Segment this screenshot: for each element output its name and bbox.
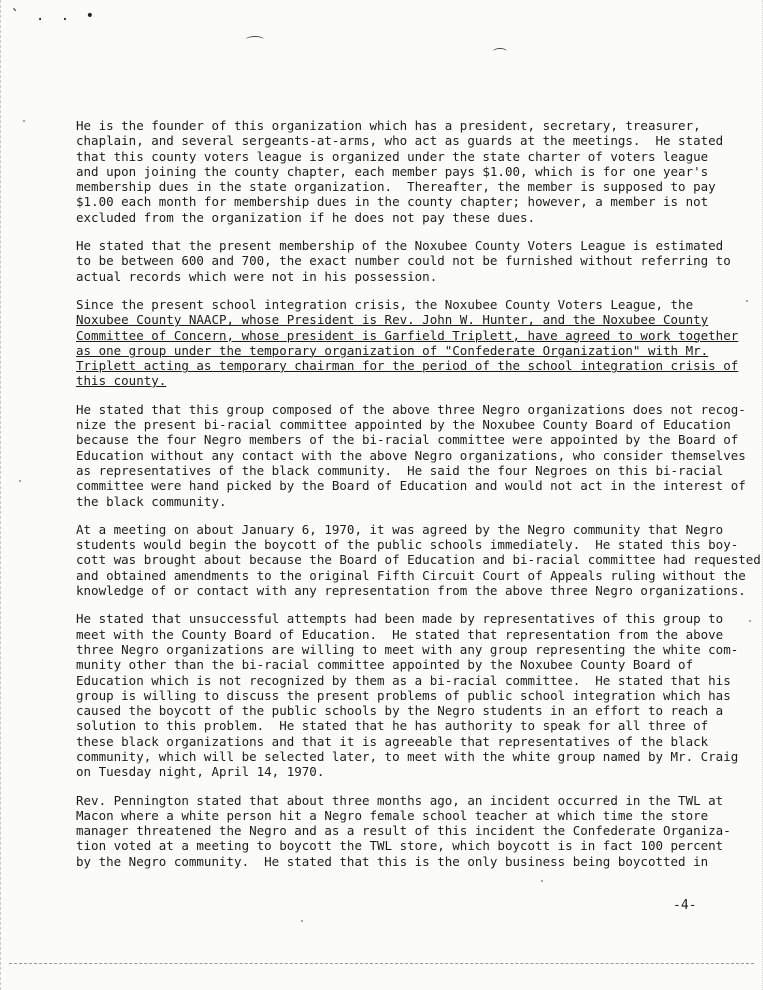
scan-speck [541, 880, 543, 882]
text-line: He stated that the present membership of the Noxubee County Voters League is estimated [76, 238, 724, 254]
text-line: Macon where a white person hit a Negro female school teacher at which time the store [76, 807, 709, 823]
pen-mark [246, 36, 264, 43]
bottom-rule [9, 963, 754, 964]
text-line: the black community. [76, 493, 227, 509]
scan-speck [746, 300, 748, 302]
paragraph-underlined [76, 296, 739, 389]
scan-speck [19, 480, 21, 482]
text-line: as one group under the temporary organization of "Confederate Organization" with Mr. [76, 342, 709, 358]
text-line: He stated that unsuccessful attempts had been made by representatives of this group to [76, 611, 724, 627]
text-line: He stated that this group composed of the above three Negro organizations does not recog- [76, 401, 746, 417]
paragraph [76, 401, 746, 509]
text-line: At a meeting on about January 6, 1970, it was agreed by the Negro community that Negro [76, 521, 724, 537]
text-line: manager threatened the Negro and as a result of this incident the Confederate Organiza- [76, 823, 731, 839]
text-line: excluded from the organization if he does not pay these dues. [76, 209, 536, 225]
paragraph [76, 521, 761, 599]
text-line: on Tuesday night, April 14, 1970. [76, 764, 325, 780]
paragraph [76, 238, 736, 284]
text-line: knowledge of or contact with any representation from the above three Negro organizations. [76, 583, 746, 599]
paragraph [76, 118, 736, 225]
text-line: to be between 600 and 700, the exact number could not be furnished without referring to [76, 253, 731, 269]
pen-mark [493, 48, 507, 55]
scan-specks: ` . . • [11, 8, 99, 24]
document-body [76, 118, 761, 882]
text-line: Education without any contact with the above Negro organizations, who consider themselves [76, 447, 746, 463]
text-line: by the Negro community. He stated that this is the only business being boycotted in [76, 853, 709, 869]
text-line: three Negro organizations are willing to meet with any group representing the white com- [76, 641, 739, 657]
text-line: Education which is not recognized by them as a bi-racial committee. He stated that his [76, 672, 731, 688]
paragraph [76, 793, 736, 869]
text-line: students would begin the boycott of the public schools immediately. He stated this boy- [76, 537, 739, 553]
text-line: Committee of Concern, whose president is Garfield Triplett, have agreed to work together [76, 327, 739, 343]
text-line: He is the founder of this organization which has a president, secretary, treasurer, [76, 118, 701, 133]
text-line: $1.00 each month for membership dues in the county chapter; however, a member is not [76, 194, 709, 210]
text-line: because the four Negro members of the bi-racial committee were appointed by the Board of [76, 432, 739, 448]
text-line: cott was brought about because the Board of Education and bi-racial committee had requested [76, 552, 761, 568]
page-number: -4- [673, 898, 697, 913]
text-line: tion voted at a meeting to boycott the TWL store, which boycott is in fact 100 percent [76, 838, 724, 854]
scan-speck [23, 120, 25, 122]
text-line: this county. [76, 373, 167, 389]
scan-speck [749, 620, 751, 622]
text-line: Triplett acting as temporary chairman for the period of the school integration crisis of [76, 358, 739, 374]
paragraph [76, 611, 739, 780]
text-line: that this county voters league is organized under the state charter of voters league [76, 148, 709, 164]
text-line: munity other than the bi-racial committee appointed by the Noxubee County Board of [76, 657, 694, 673]
text-line: and upon joining the county chapter, each member pays $1.00, which is for one year's [76, 163, 709, 179]
text-line: actual records which were not in his possession. [76, 268, 438, 284]
text-line: Rev. Pennington stated that about three months ago, an incident occurred in the TWL at [76, 792, 724, 808]
text-line: Noxubee County NAACP, whose President is Rev. John W. Hunter, and the Noxubee County [76, 312, 709, 328]
text-line: chaplain, and several sergeants-at-arms, who act as guards at the meetings. He stated [76, 133, 724, 149]
text-line: as representatives of the black community. He said the four Negroes on this bi-racial [76, 462, 724, 478]
text-line: group is willing to discuss the present problems of public school integration which has [76, 687, 731, 703]
text-line: nize the present bi-racial committee appointed by the Noxubee County Board of Education [76, 417, 731, 433]
text-line: caused the boycott of the public schools by the Negro students in an effort to reach a [76, 703, 724, 719]
text-line: meet with the County Board of Education. He stated that representation from the above [76, 626, 724, 642]
text-line: these black organizations and that it is agreeable that representatives of the black [76, 733, 709, 749]
text-line: and obtained amendments to the original Fifth Circuit Court of Appeals ruling without the [76, 567, 746, 583]
text-line: community, which will be selected later, to meet with the white group named by Mr. Craig [76, 748, 739, 764]
text-line: membership dues in the state organization. Thereafter, the member is supposed to pay [76, 179, 716, 195]
scan-speck [301, 920, 303, 922]
text-line: Since the present school integration crisis, the Noxubee County Voters League, the [76, 296, 694, 312]
text-line: solution to this problem. He stated that he has authority to speak for all three of [76, 718, 709, 734]
text-line: committee were hand picked by the Board of Education and would not act in the interest of [76, 478, 746, 494]
